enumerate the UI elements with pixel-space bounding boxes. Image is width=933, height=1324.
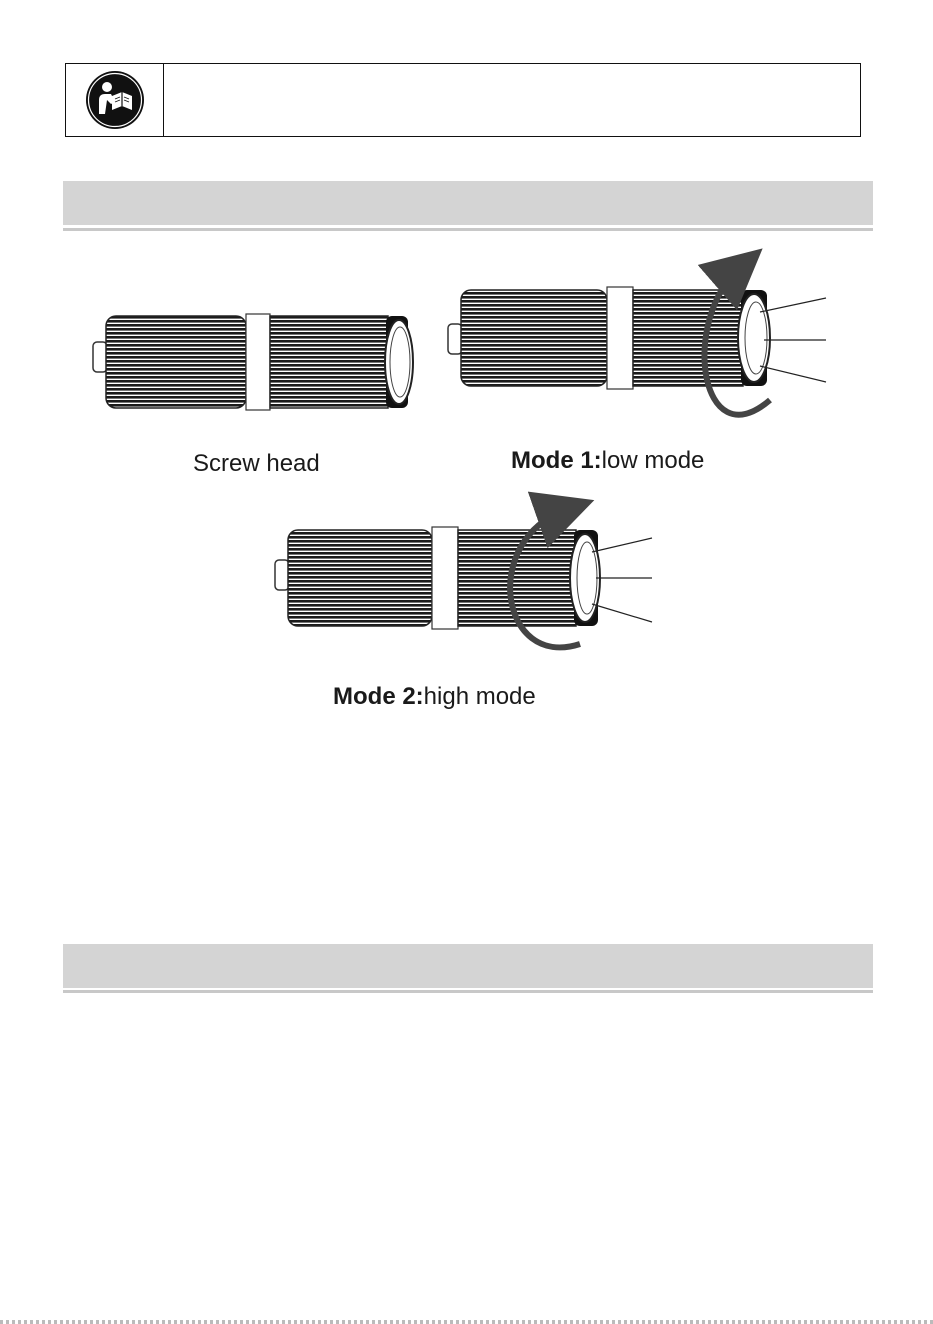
caption-mode-1-bold: Mode 1: [511, 447, 602, 474]
caption-mode-1 [511, 447, 704, 475]
caption-mode-2-bold: Mode 2: [333, 683, 424, 710]
caption-mode-2-rest: high mode [423, 683, 536, 710]
flashlight-mode-1 [448, 268, 826, 415]
section-rule-2 [63, 990, 873, 993]
flashlight-mode-2 [275, 510, 652, 647]
caption-mode-2 [333, 683, 536, 711]
section-header-2 [63, 944, 873, 988]
caption-screw-head: Screw head [193, 450, 320, 477]
caption-mode-1-rest: low mode [601, 447, 705, 474]
flashlight-screw-head [93, 314, 413, 410]
page-bottom-edge [0, 1320, 933, 1324]
